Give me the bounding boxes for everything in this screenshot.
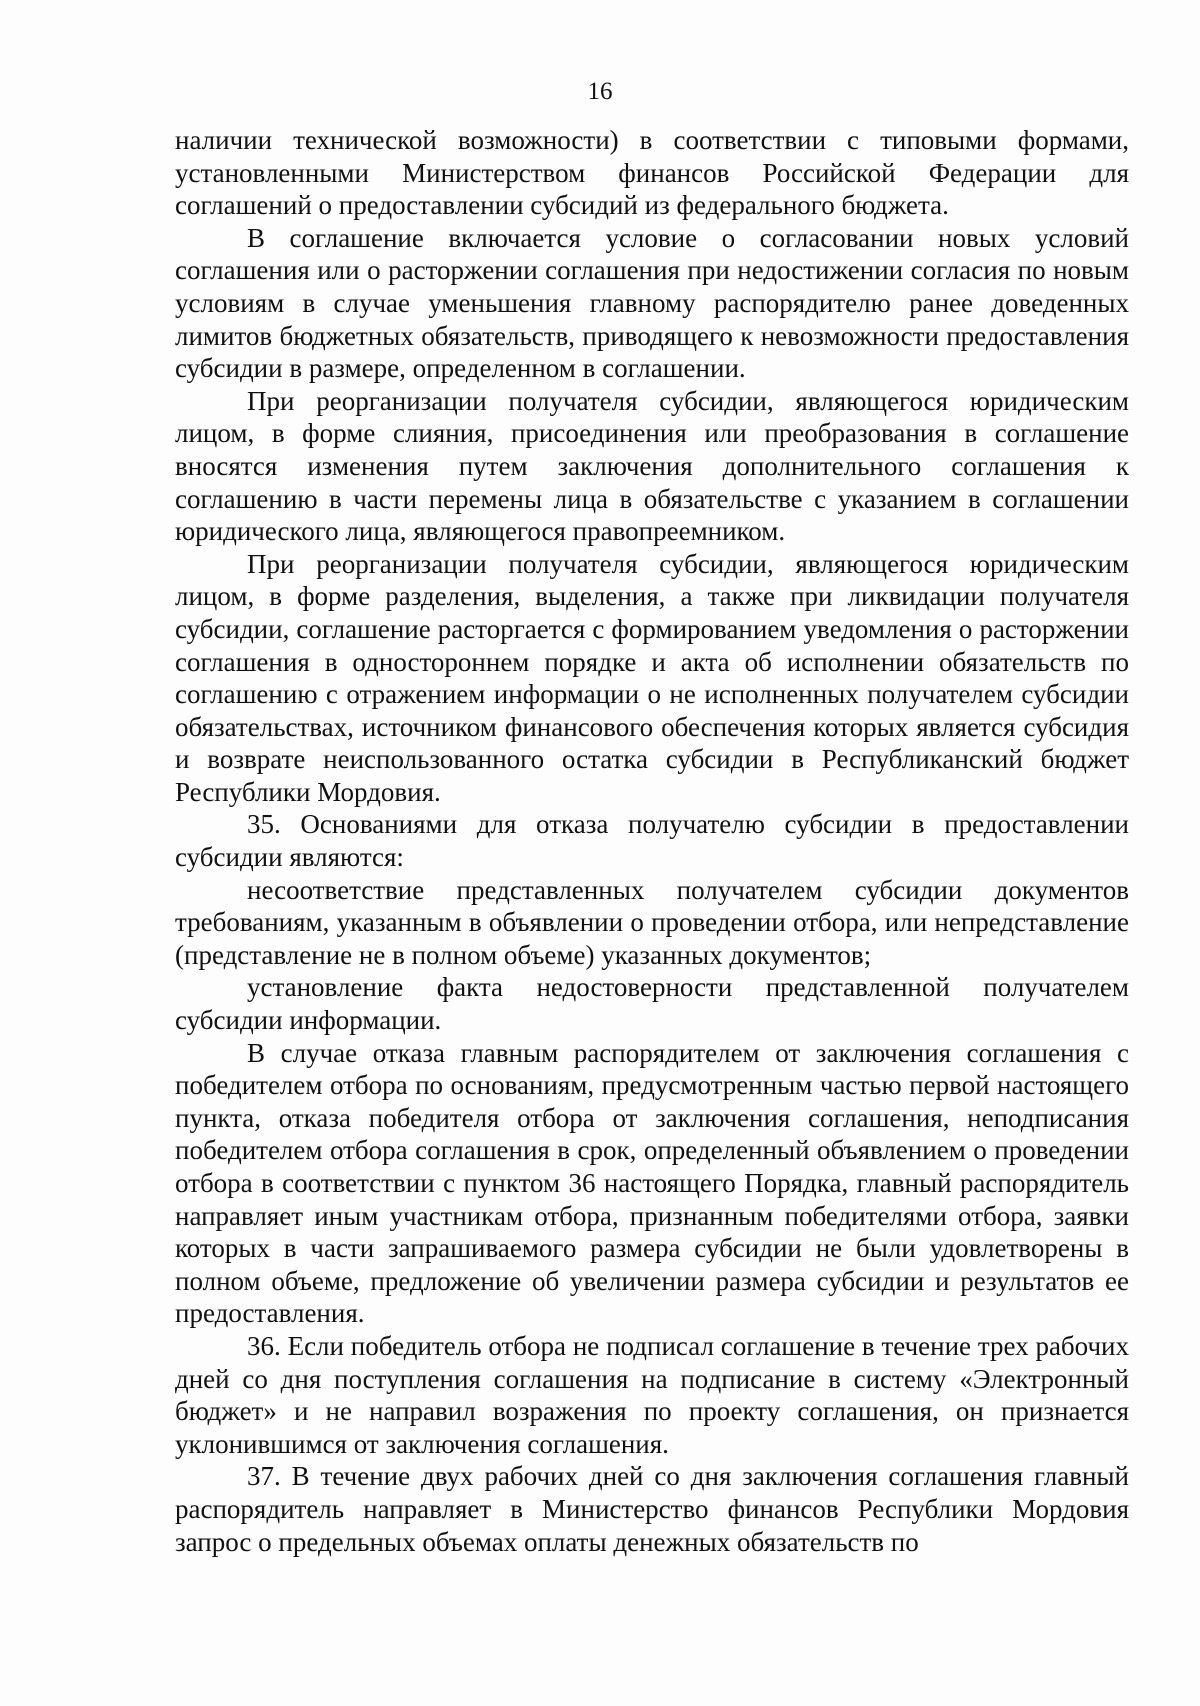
paragraph: несоответствие представленных получателем субсидии документов требованиям, указанным в объявлении о проведении отбора, или непредставление (представление не в полном объеме) указанных документов;: [175, 874, 1129, 970]
paragraph: наличии технической возможности) в соответствии с типовыми формами, установленными Министерством финансов Российской Федерации для соглашений о предоставлении субсидий из федерального бюджета.: [175, 125, 1129, 221]
page-number: 16: [587, 78, 613, 105]
paragraph: В соглашение включается условие о согласовании новых условий соглашения или о расторжении соглашения при недостижении согласия по новым условиям в случае уменьшения главному распорядителю ранее доведенных лимитов бюджетных обязательств, приводящего к невозможности предоставления субсидии в размере, определенном в соглашении.: [175, 222, 1129, 384]
paragraph: При реорганизации получателя субсидии, являющегося юридическим лицом, в форме разделения, выделения, а также при ликвидации получателя субсидии, соглашение расторгается с формированием уведомления о расторжении соглашения в одностороннем порядке и акта об исполнении обязательств по соглашению с отражением информации о не исполненных получателем субсидии обязательствах, источником финансового обеспечения которых является субсидия и возврате неиспользованного остатка субсидии в Республиканский бюджет Республики Мордовия.: [175, 548, 1129, 807]
paragraph-item-35: 35. Основаниями для отказа получателю субсидии в предоставлении субсидии являются:: [175, 809, 1129, 873]
paragraph: В случае отказа главным распорядителем от заключения соглашения с победителем отбора по основаниям, предусмотренным частью первой настоящего пункта, отказа победителя отбора от заключения соглашения, неподписания победителем отбора соглашения в срок, определенный объявлением о проведении отбора в соответствии с пунктом 36 настоящего Порядка, главный распорядитель направляет иным участникам отбора, признанным победителями отбора, заявки которых в части запрашиваемого размера субсидии не были удовлетворены в полном объеме, предложение об увеличении размера субсидии и результатов ее предоставления.: [175, 1037, 1129, 1329]
paragraph: установление факта недостоверности представленной получателем субсидии информации.: [175, 972, 1129, 1036]
paragraph-item-37: 37. В течение двух рабочих дней со дня заключения соглашения главный распорядитель направляет в Министерство финансов Республики Мордовия запрос о предельных объемах оплаты денежных обязательств по: [175, 1461, 1129, 1557]
paragraph: При реорганизации получателя субсидии, являющегося юридическим лицом, в форме слияния, присоединения или преобразования в соглашение вносятся изменения путем заключения дополнительного соглашения к соглашению в части перемены лица в обязательстве с указанием в соглашении юридического лица, являющегося правопреемником.: [175, 385, 1129, 547]
document-body: [175, 124, 1129, 1558]
paragraph-item-36: 36. Если победитель отбора не подписал соглашение в течение трех рабочих дней со дня поступления соглашения на подписание в систему «Электронный бюджет» и не направил возражения по проекту соглашения, он признается уклонившимся от заключения соглашения.: [175, 1330, 1129, 1459]
